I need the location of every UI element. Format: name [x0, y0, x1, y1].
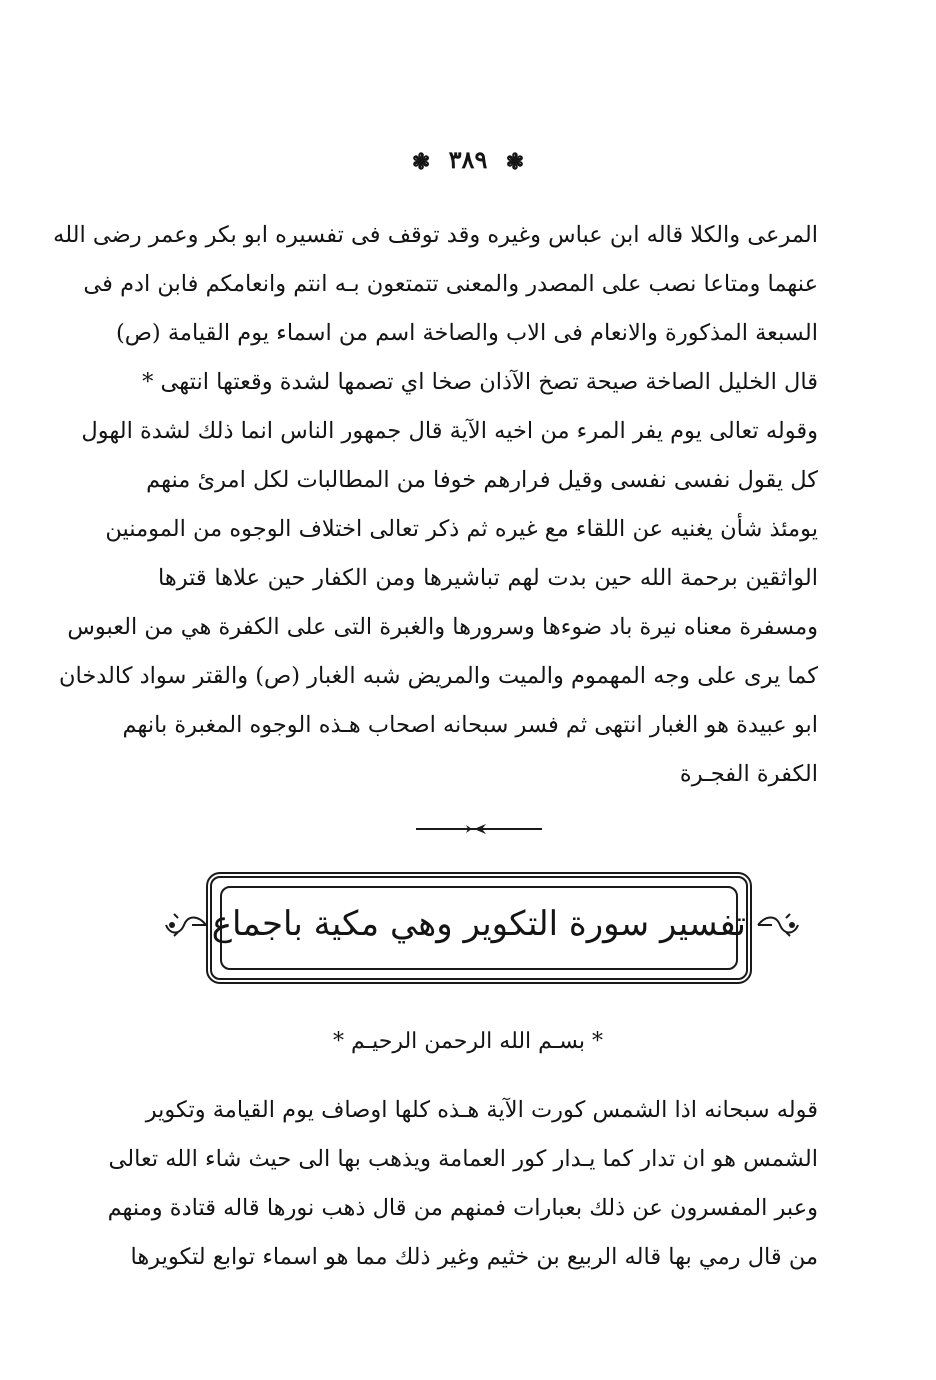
- scroll-ornament-icon: [756, 910, 802, 940]
- text-line-last: الكفرة الفجـرة: [679, 761, 818, 787]
- text-line: الواثقين برحمة الله حين بدت لهم تباشيرها ومن الكفار حين علاها قترها: [158, 565, 818, 591]
- text-line: الشمس هو ان تدار كما يـدار كور العمامة ويذهب بها الى حيث شاء الله تعالى: [108, 1146, 818, 1172]
- commentary-text-block: [53, 211, 818, 799]
- text-line: قوله سبحانه اذا الشمس كورت الآية هـذه كلها اوصاف يوم القيامة وتكوير: [145, 1097, 818, 1123]
- text-line: وقوله تعالى يوم يفر المرء من اخيه الآية قال جمهور الناس انما ذلك لشدة الهول: [81, 418, 818, 444]
- text-line: السبعة المذكورة والانعام فى الاب والصاخة اسم من اسماء يوم القيامة (ص): [115, 320, 818, 346]
- page-number: ٣٨٩: [448, 145, 488, 174]
- text-line: وعبر المفسرون عن ذلك بعبارات فمنهم من قال ذهب نورها قاله قتادة ومنهم: [107, 1195, 818, 1221]
- page-header: [0, 140, 936, 182]
- text-line: من قال رمي بها قاله الربيع بن خثيم وغير ذلك مما هو اسماء توابع لتكويرها: [130, 1244, 818, 1270]
- text-line: ابو عبيدة هو الغبار انتهى ثم فسر سبحانه اصحاب هـذه الوجوه المغبرة بانهم: [122, 712, 818, 738]
- surah-title: تفسير سورة التكوير وهي مكية باجماع: [211, 904, 746, 944]
- ornament-icon: ❃: [411, 148, 431, 175]
- text-line: عنهما ومتاعا نصب على المصدر والمعنى تتمتعون بـه انتم وانعامكم فابن ادم فى: [83, 271, 818, 297]
- text-line: كل يقول نفسى نفسى وقيل فرارهم خوفا من المطالبات لكل امرئ منهم: [146, 467, 818, 493]
- scroll-ornament-icon: [162, 910, 208, 940]
- text-line: قال الخليل الصاخة صيحة تصخ الآذان صخا اي تصمها لشدة وقعتها انتهى *: [142, 369, 818, 395]
- basmala: * بسـم الله الرحمن الرحيـم *: [333, 1029, 603, 1054]
- text-line: يومئذ شأن يغنيه عن اللقاء مع غيره ثم ذكر تعالى اختلاف الوجوه من المومنين: [105, 516, 818, 542]
- commentary-text-block: [107, 1086, 818, 1282]
- surah-title-frame: [206, 872, 752, 984]
- text-line: ومسفرة معناه نيرة باد ضوءها وسرورها والغبرة التى على الكفرة هي من العبوس: [67, 614, 818, 640]
- text-line: المرعى والكلا قاله ابن عباس وغيره وقد توقف فى تفسيره ابو بكر وعمر رضى الله: [53, 222, 818, 248]
- ornament-icon: ❃: [505, 148, 525, 175]
- section-divider: [416, 822, 542, 836]
- text-line: كما يرى على وجه المهموم والميت والمريض شبه الغبار (ص) والقتر سواد كالدخان: [58, 663, 818, 689]
